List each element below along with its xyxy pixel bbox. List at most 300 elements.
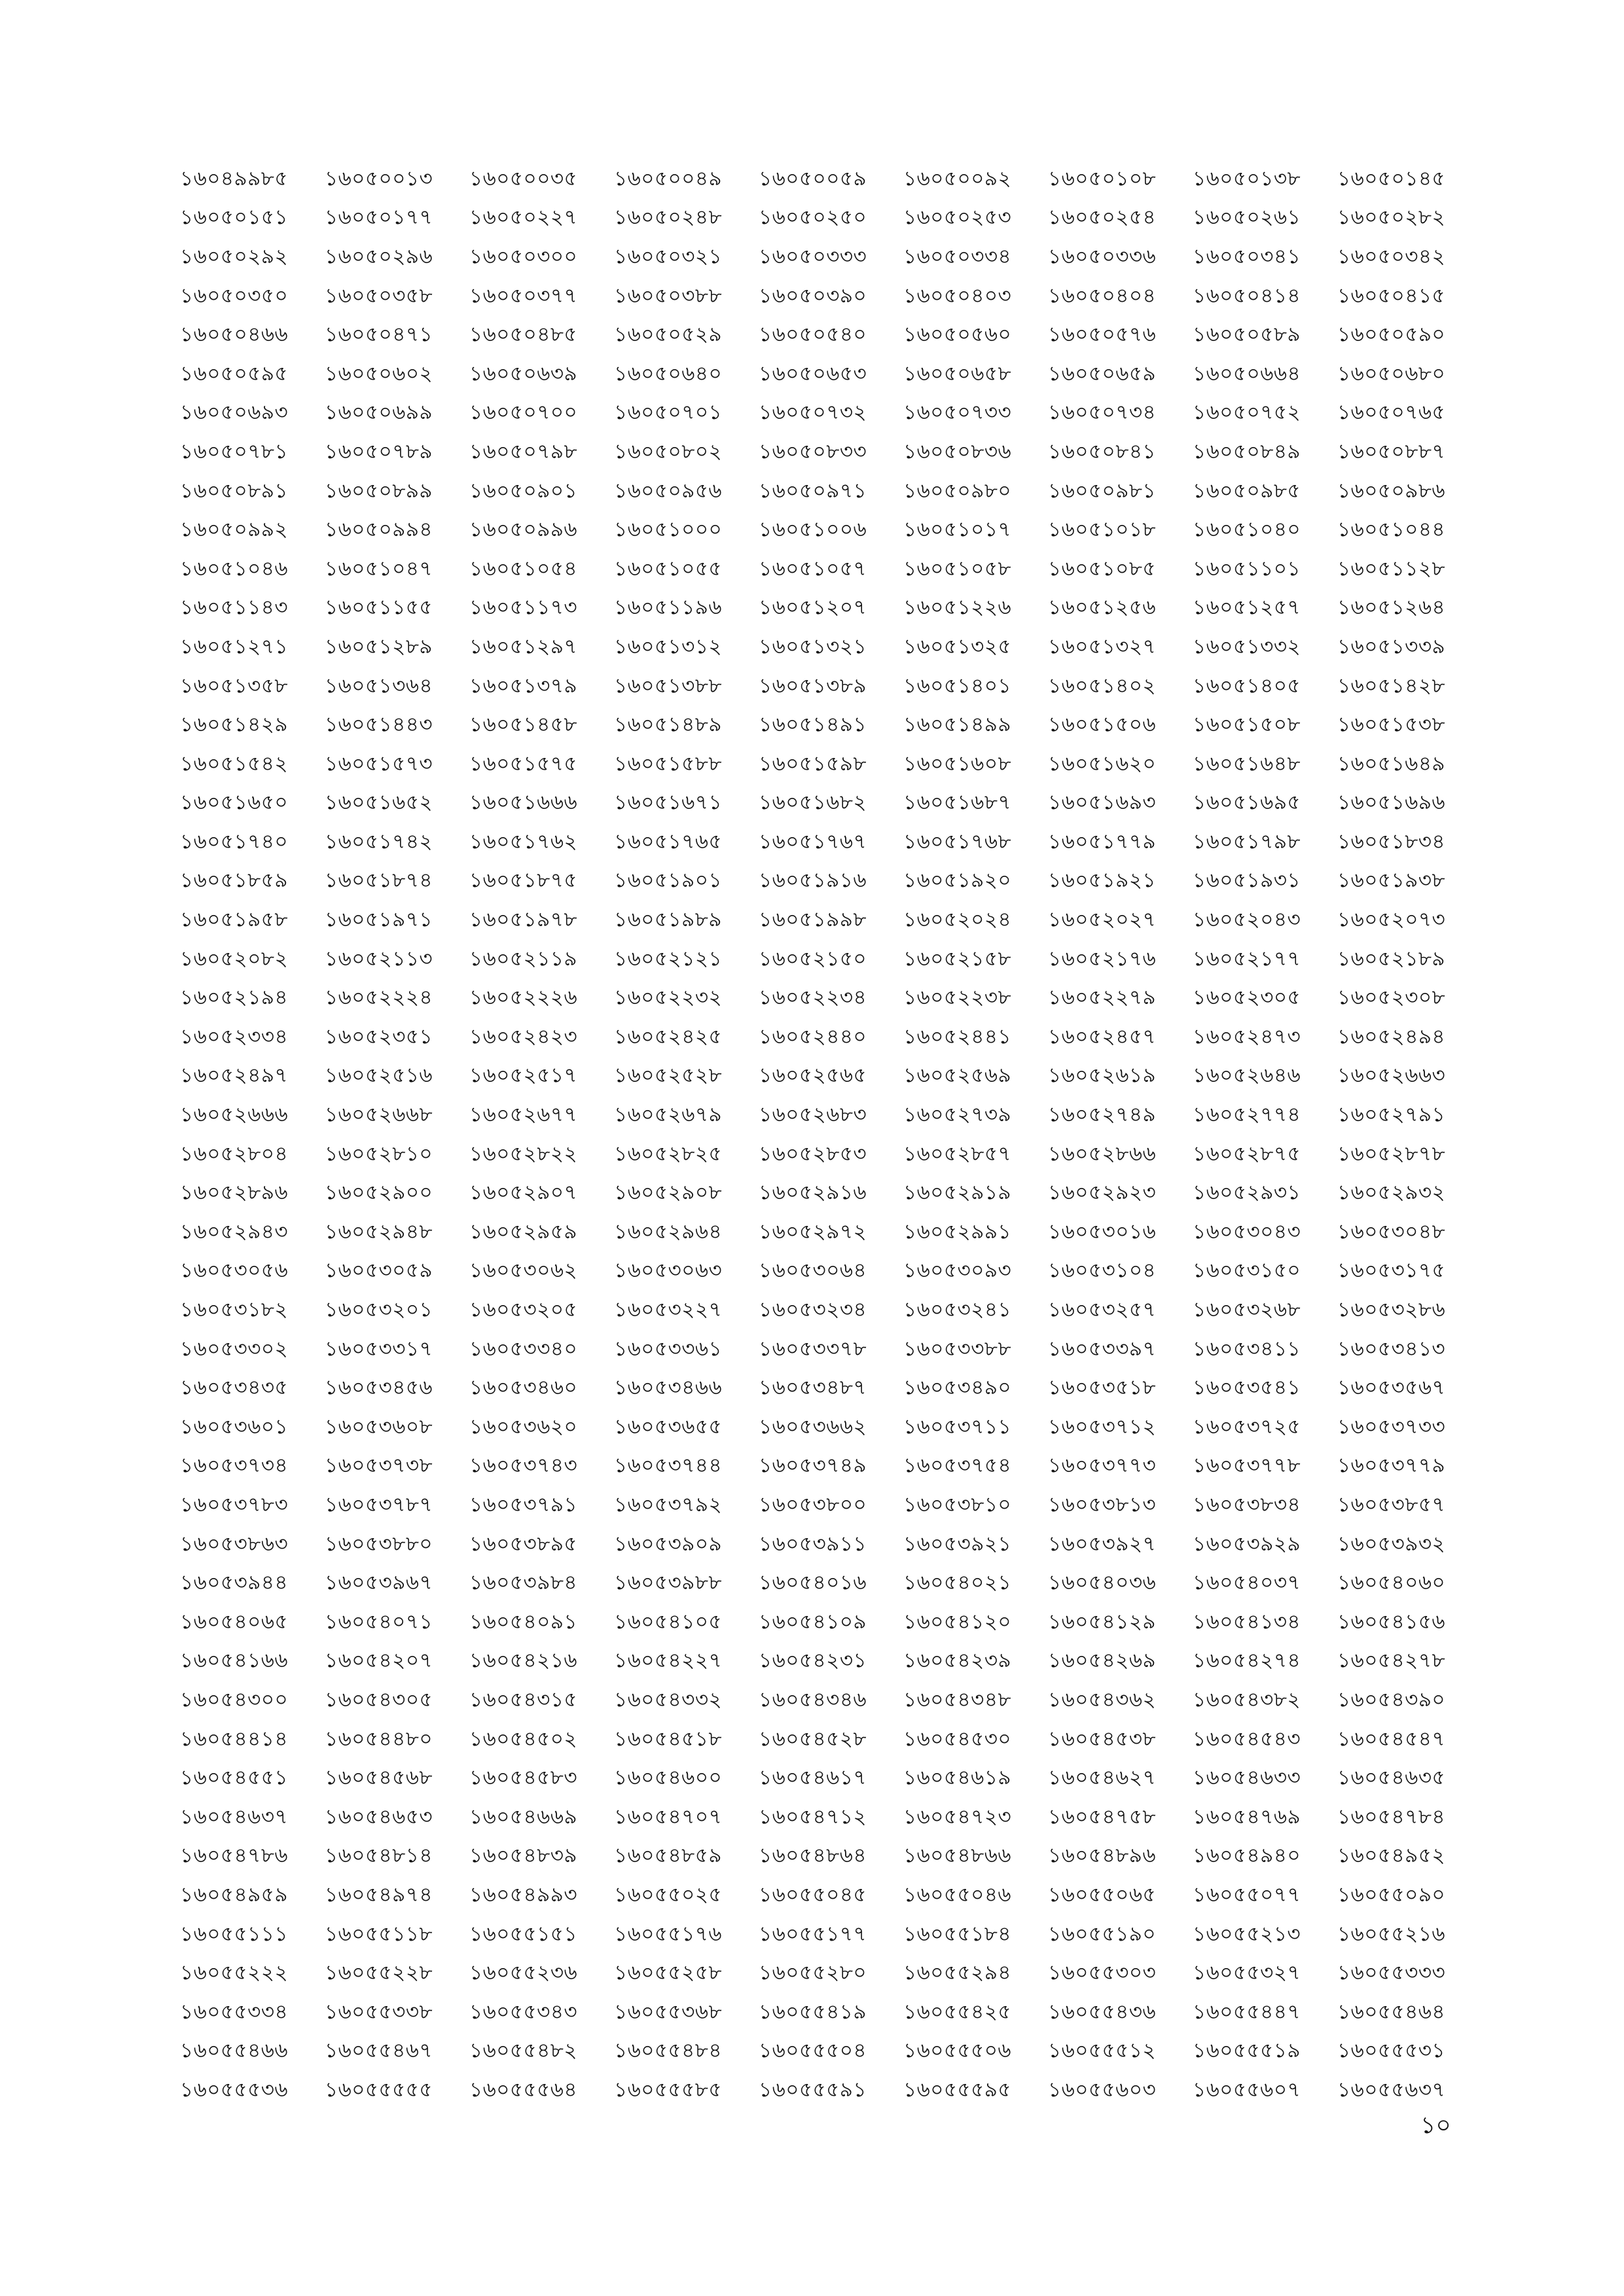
roll-number: ১৬০৫২১৭৬ <box>1048 946 1157 971</box>
roll-number: ১৬০৫৩২৫৭ <box>1048 1298 1157 1322</box>
roll-number: ১৬০৫২৯১৬ <box>759 1181 867 1205</box>
roll-number: ১৬০৫১১২৮ <box>1337 556 1446 581</box>
roll-number: ১৬০৫১৯৭১ <box>325 908 433 932</box>
roll-number: ১৬০৫১৯৩১ <box>1193 869 1301 893</box>
roll-number: ১৬০৫১৫৩৮ <box>1337 713 1446 737</box>
roll-number: ১৬০৫০৩৩৪ <box>903 244 1012 268</box>
roll-number: ১৬০৫০৫৪০ <box>759 323 867 347</box>
roll-number: ১৬০৫৩৮১০ <box>903 1492 1012 1516</box>
roll-number: ১৬০৫২৯০০ <box>325 1181 433 1205</box>
grid-row <box>180 1253 1489 1292</box>
roll-number: ১৬০৫৪৩১৫ <box>469 1687 578 1712</box>
roll-number: ১৬০৫৩২৩৪ <box>759 1298 867 1322</box>
roll-number-grid <box>180 160 1489 2111</box>
roll-number: ১৬০৫০৮৮৭ <box>1337 439 1446 463</box>
roll-number: ১৬০৫১৩২৫ <box>903 634 1012 658</box>
roll-number: ১৬০৫১৭৬৮ <box>903 829 1012 853</box>
grid-row <box>180 433 1489 473</box>
roll-number: ১৬০৫২৬১৯ <box>1048 1064 1157 1088</box>
roll-number: ১৬০৫৪৮৯৬ <box>1048 1844 1157 1868</box>
roll-number: ১৬০৫১৪৯১ <box>759 713 867 737</box>
roll-number: ১৬০৫৩৮৮০ <box>325 1532 433 1556</box>
grid-row <box>180 1018 1489 1058</box>
roll-number: ১৬০৫২১৫৮ <box>903 946 1012 971</box>
roll-number: ১৬০৫৩০৫৬ <box>180 1259 289 1283</box>
roll-number: ১৬০৫৫১১১ <box>180 1922 289 1946</box>
grid-row <box>180 1213 1489 1253</box>
roll-number: ১৬০৫১৩৭৯ <box>469 673 578 698</box>
grid-row <box>180 1916 1489 1955</box>
roll-number: ১৬০৫০৯৮৫ <box>1193 478 1301 503</box>
roll-number: ১৬০৫১৯৩৮ <box>1337 869 1446 893</box>
roll-number: ১৬০৫২৪২৩ <box>469 1024 578 1049</box>
roll-number: ১৬০৫৪৮৬৬ <box>903 1844 1012 1868</box>
roll-number: ১৬০৫৪৬৬৯ <box>469 1804 578 1829</box>
roll-number: ১৬০৫৩৭৩৪ <box>180 1454 289 1478</box>
roll-number: ১৬০৫১৯৭৮ <box>469 908 578 932</box>
roll-number: ১৬০৫৪৬৩৩ <box>1193 1766 1301 1790</box>
roll-number: ১৬০৫০৭৯৮ <box>469 439 578 463</box>
roll-number: ১৬০৫২৮২৫ <box>614 1141 723 1166</box>
roll-number: ১৬০৫১৪০১ <box>903 673 1012 698</box>
roll-number: ১৬০৫০৬৮০ <box>1337 361 1446 386</box>
roll-number: ১৬০৫৪৫৪৭ <box>1337 1727 1446 1751</box>
roll-number: ১৬০৫৩৪৮৭ <box>759 1376 867 1400</box>
roll-number: ১৬০৫৩০৫৯ <box>325 1259 433 1283</box>
roll-number: ১৬০৫৩১৮২ <box>180 1298 289 1322</box>
grid-row <box>180 550 1489 590</box>
roll-number: ১৬০৫২৮২২ <box>469 1141 578 1166</box>
roll-number: ১৬০৫৫৪৩৬ <box>1048 2000 1157 2024</box>
grid-row <box>180 1604 1489 1643</box>
grid-row <box>180 278 1489 317</box>
roll-number: ১৬০৫০২৫০ <box>759 206 867 230</box>
grid-row <box>180 511 1489 550</box>
roll-number: ১৬০৫২২২৬ <box>469 986 578 1010</box>
roll-number: ১৬০৫৫৩২৭ <box>1193 1961 1301 1985</box>
roll-number: ১৬০৫৪৭৮৪ <box>1337 1804 1446 1829</box>
roll-number: ১৬০৫৩৮০০ <box>759 1492 867 1516</box>
roll-number: ১৬০৫০০৫৯ <box>759 166 867 190</box>
roll-number: ১৬০৫৫৩৩৮ <box>325 2000 433 2024</box>
roll-number: ১৬০৫৫৬০৩ <box>1048 2077 1157 2102</box>
roll-number: ১৬০৫১০৫৪ <box>469 556 578 581</box>
roll-number: ১৬০৫১০০৬ <box>759 518 867 542</box>
roll-number: ১৬০৫২৯১৯ <box>903 1181 1012 1205</box>
roll-number: ১৬০৫২১৮৯ <box>1337 946 1446 971</box>
roll-number: ১৬০৫১৩৮৯ <box>759 673 867 698</box>
roll-number: ১৬০৫১৮৭৫ <box>469 869 578 893</box>
grid-row <box>180 160 1489 200</box>
roll-number: ১৬০৫৪১২৯ <box>1048 1609 1157 1634</box>
roll-number: ১৬০৫৪৬৫৩ <box>325 1804 433 1829</box>
roll-number: ১৬০৫১০৪৪ <box>1337 518 1446 542</box>
roll-number: ১৬০৫৫৩৩৪ <box>180 2000 289 2024</box>
roll-number: ১৬০৫৪৩৬২ <box>1048 1687 1157 1712</box>
roll-number: ১৬০৫৩৭৪৩ <box>469 1454 578 1478</box>
roll-number: ১৬০৫২৩০৫ <box>1193 986 1301 1010</box>
roll-number: ১৬০৫১৩৩২ <box>1193 634 1301 658</box>
roll-number: ১৬০৫০৬৫৩ <box>759 361 867 386</box>
roll-number: ১৬০৫২৪৭৩ <box>1193 1024 1301 1049</box>
grid-row <box>180 745 1489 785</box>
grid-row <box>180 1994 1489 2033</box>
roll-number: ১৬০৫৪১২০ <box>903 1609 1012 1634</box>
roll-number: ১৬০৫৫১৭৭ <box>759 1922 867 1946</box>
roll-number: ১৬০৫০৩৪২ <box>1337 244 1446 268</box>
roll-number: ১৬০৫৩৭৮৩ <box>180 1492 289 1516</box>
roll-number: ১৬০৫৪০৭১ <box>325 1609 433 1634</box>
roll-number: ১৬০৫০৩৫৮ <box>325 283 433 308</box>
roll-number: ১৬০৫৫২৯৪ <box>903 1961 1012 1985</box>
roll-number: ১৬০৫৩৯৮৮ <box>614 1571 723 1595</box>
roll-number: ১৬০৫০৯৯৬ <box>469 518 578 542</box>
roll-number: ১৬০৫০৩৮৮ <box>614 283 723 308</box>
roll-number: ১৬০৫২০৮২ <box>180 946 289 971</box>
roll-number: ১৬০৫৪২৩১ <box>759 1649 867 1673</box>
roll-number: ১৬০৫৫১১৮ <box>325 1922 433 1946</box>
roll-number: ১৬০৫৪১৩৪ <box>1193 1609 1301 1634</box>
roll-number: ১৬০৫২৪৯৪ <box>1337 1024 1446 1049</box>
grid-row <box>180 1369 1489 1408</box>
roll-number: ১৬০৫১৬৪৮ <box>1193 751 1301 776</box>
roll-number: ১৬০৫৩৯২৭ <box>1048 1532 1157 1556</box>
roll-number: ১৬০৫৫৪৮২ <box>469 2039 578 2063</box>
roll-number: ১৬০৫২৯৪৩ <box>180 1219 289 1244</box>
roll-number: ১৬০৫১৪৯৯ <box>903 713 1012 737</box>
roll-number: ১৬০৫৫৪৬৬ <box>180 2039 289 2063</box>
roll-number: ১৬০৫৩৭৮৭ <box>325 1492 433 1516</box>
roll-number: ১৬০৫২৬৬৬ <box>180 1103 289 1127</box>
roll-number: ১৬০৫১০৪৬ <box>180 556 289 581</box>
roll-number: ১৬০৫৩৪১৩ <box>1337 1336 1446 1361</box>
roll-number: ১৬০৫৩৬৫৫ <box>614 1414 723 1439</box>
roll-number: ১৬০৫৫৪১৯ <box>759 2000 867 2024</box>
roll-number: ১৬০৫৪৬০০ <box>614 1766 723 1790</box>
grid-row <box>180 901 1489 941</box>
roll-number: ১৬০৫২৭৭৪ <box>1193 1103 1301 1127</box>
roll-number: ১৬০৫৪৩৪৬ <box>759 1687 867 1712</box>
roll-number: ১৬০৫৫৫৮৫ <box>614 2077 723 2102</box>
roll-number: ১৬০৫৩৭৪৪ <box>614 1454 723 1478</box>
roll-number: ১৬০৫৩৯৪৪ <box>180 1571 289 1595</box>
roll-number: ১৬০৫৫০২৫ <box>614 1882 723 1907</box>
roll-number: ১৬০৫০৬৫৯ <box>1048 361 1157 386</box>
grid-row <box>180 1681 1489 1721</box>
roll-number: ১৬০৫৫২২২ <box>180 1961 289 1985</box>
roll-number: ১৬০৫৩৩৪০ <box>469 1336 578 1361</box>
roll-number: ১৬০৫৪৭২৩ <box>903 1804 1012 1829</box>
roll-number: ১৬০৫৩৫৪১ <box>1193 1376 1301 1400</box>
roll-number: ১৬০৫০১৪৫ <box>1337 166 1446 190</box>
roll-number: ১৬০৫১৮৫৯ <box>180 869 289 893</box>
grid-row <box>180 2072 1489 2111</box>
roll-number: ১৬০৫৫৫৩১ <box>1337 2039 1446 2063</box>
roll-number: ১৬০৫৪০২১ <box>903 1571 1012 1595</box>
roll-number: ১৬০৫৪৯৭৪ <box>325 1882 433 1907</box>
roll-number: ১৬০৫৩৯৩২ <box>1337 1532 1446 1556</box>
roll-number: ১৬০৫০৮৪৯ <box>1193 439 1301 463</box>
grid-row <box>180 785 1489 824</box>
roll-number: ১৬০৫৪৩৩২ <box>614 1687 723 1712</box>
roll-number: ১৬০৫৫৩০৩ <box>1048 1961 1157 1985</box>
grid-row <box>180 1721 1489 1760</box>
roll-number: ১৬০৫৩৭৭৮ <box>1193 1454 1301 1478</box>
roll-number: ১৬০৫৫০৯০ <box>1337 1882 1446 1907</box>
roll-number: ১৬০৫৪২২৭ <box>614 1649 723 1673</box>
roll-number: ১৬০৫১১০১ <box>1193 556 1301 581</box>
roll-number: ১৬০৫০৮০২ <box>614 439 723 463</box>
grid-row <box>180 1174 1489 1213</box>
roll-number: ১৬০৫১১৯৬ <box>614 596 723 620</box>
roll-number: ১৬০৫৫২২৮ <box>325 1961 433 1985</box>
roll-number: ১৬০৫৪৫৩০ <box>903 1727 1012 1751</box>
roll-number: ১৬০৫৩২০৫ <box>469 1298 578 1322</box>
roll-number: ১৬০৫১৯৫৮ <box>180 908 289 932</box>
roll-number: ১৬০৫১০৫৭ <box>759 556 867 581</box>
roll-number: ১৬০৪৯৯৮৫ <box>180 166 289 190</box>
roll-number: ১৬০৫৪৭৫৮ <box>1048 1804 1157 1829</box>
roll-number: ১৬০৫২৮৬৬ <box>1048 1141 1157 1166</box>
roll-number: ১৬০৫১৬৪৯ <box>1337 751 1446 776</box>
roll-number: ১৬০৫১০৫৮ <box>903 556 1012 581</box>
roll-number: ১৬০৫৫২১৩ <box>1193 1922 1301 1946</box>
roll-number: ১৬০৫২৮০৪ <box>180 1141 289 1166</box>
roll-number: ১৬০৫২৯০৭ <box>469 1181 578 1205</box>
roll-number: ১৬০৫২৯৬৪ <box>614 1219 723 1244</box>
roll-number: ১৬০৫৪৭১২ <box>759 1804 867 1829</box>
roll-number: ১৬০৫১১৭৩ <box>469 596 578 620</box>
roll-number: ১৬০৫৪২৬৯ <box>1048 1649 1157 1673</box>
roll-number: ১৬০৫২৮১০ <box>325 1141 433 1166</box>
roll-number: ১৬০৫৩৩৮৮ <box>903 1336 1012 1361</box>
roll-number: ১৬০৫২২২৪ <box>325 986 433 1010</box>
roll-number: ১৬০৫৩৫৬৭ <box>1337 1376 1446 1400</box>
roll-number: ১৬০৫১৯২১ <box>1048 869 1157 893</box>
grid-row <box>180 1643 1489 1682</box>
roll-number: ১৬০৫১৫৭৫ <box>469 751 578 776</box>
roll-number: ১৬০৫৩৯০৯ <box>614 1532 723 1556</box>
roll-number: ১৬০৫১৫০৬ <box>1048 713 1157 737</box>
roll-number: ১৬০৫৪১৫৬ <box>1337 1609 1446 1634</box>
grid-row <box>180 628 1489 668</box>
roll-number: ১৬০৫১০১৭ <box>903 518 1012 542</box>
roll-number: ১৬০৫০৩৭৭ <box>469 283 578 308</box>
roll-number: ১৬০৫২৫১৬ <box>325 1064 433 1088</box>
roll-number: ১৬০৫১৬৯৫ <box>1193 791 1301 815</box>
roll-number: ১৬০৫১৬৭১ <box>614 791 723 815</box>
roll-number: ১৬০৫৪৫৪৩ <box>1193 1727 1301 1751</box>
roll-number: ১৬০৫৪৭৮৬ <box>180 1844 289 1868</box>
roll-number: ১৬০৫০৯০১ <box>469 478 578 503</box>
roll-number: ১৬০৫০২৫৪ <box>1048 206 1157 230</box>
roll-number: ১৬০৫০৩৪১ <box>1193 244 1301 268</box>
roll-number: ১৬০৫৪৬১৭ <box>759 1766 867 1790</box>
roll-number: ১৬০৫২৯৩১ <box>1193 1181 1301 1205</box>
roll-number: ১৬০৫০৩২১ <box>614 244 723 268</box>
roll-number: ১৬০৫৩৬০১ <box>180 1414 289 1439</box>
roll-number: ১৬০৫৪৩৯০ <box>1337 1687 1446 1712</box>
grid-row <box>180 355 1489 395</box>
roll-number: ১৬০৫০৬৯৩ <box>180 401 289 425</box>
page-number: ১০ <box>1420 2112 1451 2139</box>
grid-row <box>180 238 1489 278</box>
roll-number: ১৬০৫৩৩০২ <box>180 1336 289 1361</box>
roll-number: ১৬০৫৪১৬৬ <box>180 1649 289 1673</box>
grid-row <box>180 1486 1489 1526</box>
roll-number: ১৬০৫২৫৬৯ <box>903 1064 1012 1088</box>
roll-number: ১৬০৫৩৭৪৯ <box>759 1454 867 1478</box>
roll-number: ১৬০৫১২২৬ <box>903 596 1012 620</box>
roll-number: ১৬০৫০৯৮১ <box>1048 478 1157 503</box>
roll-number: ১৬০৫৩১০৪ <box>1048 1259 1157 1283</box>
roll-number: ১৬০৫১২৫৭ <box>1193 596 1301 620</box>
roll-number: ১৬০৫১৩২৭ <box>1048 634 1157 658</box>
roll-number: ১৬০৫২৬৭৭ <box>469 1103 578 1127</box>
roll-number: ১৬০৫৩৯২৯ <box>1193 1532 1301 1556</box>
roll-number: ১৬০৫৩৬২০ <box>469 1414 578 1439</box>
roll-number: ১৬০৫৪৪১৪ <box>180 1727 289 1751</box>
roll-number: ১৬০৫০০৯২ <box>903 166 1012 190</box>
roll-number: ১৬০৫৫৪৬৪ <box>1337 2000 1446 2024</box>
roll-number: ১৬০৫৩০১৬ <box>1048 1219 1157 1244</box>
roll-number: ১৬০৫৩৪৬৬ <box>614 1376 723 1400</box>
roll-number: ১৬০৫০৫২৯ <box>614 323 723 347</box>
roll-number: ১৬০৫৩০৬২ <box>469 1259 578 1283</box>
roll-number: ১৬০৫১৯১৬ <box>759 869 867 893</box>
roll-number: ১৬০৫০২৪৮ <box>614 206 723 230</box>
roll-number: ১৬০৫০৪১৫ <box>1337 283 1446 308</box>
roll-number: ১৬০৫০৫৯৫ <box>180 361 289 386</box>
roll-number: ১৬০৫৫৬৩৭ <box>1337 2077 1446 2102</box>
roll-number: ১৬০৫৩০৪৩ <box>1193 1219 1301 1244</box>
grid-row <box>180 1564 1489 1604</box>
roll-number: ১৬০৫৪৫২৮ <box>759 1727 867 1751</box>
roll-number: ১৬০৫২৫১৭ <box>469 1064 578 1088</box>
roll-number: ১৬০৫১৬৬৬ <box>469 791 578 815</box>
roll-number: ১৬০৫৫৫১৯ <box>1193 2039 1301 2063</box>
roll-number: ১৬০৫০৮৪১ <box>1048 439 1157 463</box>
roll-number: ১৬০৫৫৫৫৫ <box>325 2077 433 2102</box>
roll-number: ১৬০৫০৪৮৫ <box>469 323 578 347</box>
roll-number: ১৬০৫১২৫৬ <box>1048 596 1157 620</box>
roll-number: ১৬০৫৩৪১১ <box>1193 1336 1301 1361</box>
roll-number: ১৬০৫০৪০৩ <box>903 283 1012 308</box>
roll-number: ১৬০৫৩৯২১ <box>903 1532 1012 1556</box>
roll-number: ১৬০৫৪৫০২ <box>469 1727 578 1751</box>
roll-number: ১৬০৫২৬৪৬ <box>1193 1064 1301 1088</box>
roll-number: ১৬০৫০৭৮৯ <box>325 439 433 463</box>
roll-number: ১৬০৫২৭৩৯ <box>903 1103 1012 1127</box>
roll-number: ১৬০৫২৬৭৯ <box>614 1103 723 1127</box>
roll-number: ১৬০৫০৫৬০ <box>903 323 1012 347</box>
roll-number: ১৬০৫২৩৩৪ <box>180 1024 289 1049</box>
roll-number: ১৬০৫৫১৮৪ <box>903 1922 1012 1946</box>
roll-number: ১৬০৫৩৭৫৪ <box>903 1454 1012 1478</box>
roll-number: ১৬০৫০০৩৫ <box>469 166 578 190</box>
grid-row <box>180 1526 1489 1565</box>
roll-number: ১৬০৫৪৫৮৩ <box>469 1766 578 1790</box>
roll-number: ১৬০৫১৪২৮ <box>1337 673 1446 698</box>
roll-number: ১৬০৫২১৭৭ <box>1193 946 1301 971</box>
roll-number: ১৬০৫১৭৪০ <box>180 829 289 853</box>
roll-number: ১৬০৫৩৮৬৩ <box>180 1532 289 1556</box>
roll-number: ১৬০৫৪৩৮২ <box>1193 1687 1301 1712</box>
roll-number: ১৬০৫০৬০২ <box>325 361 433 386</box>
roll-number: ১৬০৫৪৬৩৫ <box>1337 1766 1446 1790</box>
roll-number: ১৬০৫৩৯৬৭ <box>325 1571 433 1595</box>
roll-number: ১৬০৫২৪২৫ <box>614 1024 723 1049</box>
roll-number: ১৬০৫৩৬০৮ <box>325 1414 433 1439</box>
roll-number: ১৬০৫০২৯৬ <box>325 244 433 268</box>
roll-number: ১৬০৫০১৭৭ <box>325 206 433 230</box>
roll-number: ১৬০৫৪৫১৮ <box>614 1727 723 1751</box>
roll-number: ১৬০৫৫৫১২ <box>1048 2039 1157 2063</box>
roll-number: ১৬০৫০৭৬৫ <box>1337 401 1446 425</box>
roll-number: ১৬০৫১৬৮২ <box>759 791 867 815</box>
roll-number: ১৬০৫১৯৮৯ <box>614 908 723 932</box>
roll-number: ১৬০৫৫৬০৭ <box>1193 2077 1301 2102</box>
roll-number: ১৬০৫৩৩৬১ <box>614 1336 723 1361</box>
roll-number: ১৬০৫২৯৪৮ <box>325 1219 433 1244</box>
roll-number: ১৬০৫০৫৯০ <box>1337 323 1446 347</box>
roll-number: ১৬০৫১৯২০ <box>903 869 1012 893</box>
roll-number: ১৬০৫২৬৬৮ <box>325 1103 433 1127</box>
roll-number: ১৬০৫২৮৫৭ <box>903 1141 1012 1166</box>
roll-number: ১৬০৫১৭৭৯ <box>1048 829 1157 853</box>
roll-number: ১৬০৫১৯৯৮ <box>759 908 867 932</box>
roll-number: ১৬০৫৩৭৯১ <box>469 1492 578 1516</box>
grid-row <box>180 706 1489 745</box>
roll-number: ১৬০৫৩৩১৭ <box>325 1336 433 1361</box>
grid-row <box>180 1136 1489 1175</box>
roll-number: ১৬০৫০৮৩৬ <box>903 439 1012 463</box>
grid-row <box>180 1291 1489 1331</box>
roll-number: ১৬০৫০৬৩৯ <box>469 361 578 386</box>
roll-number: ১৬০৫৩৩৯৭ <box>1048 1336 1157 1361</box>
roll-number: ১৬০৫০৯৭১ <box>759 478 867 503</box>
roll-number: ১৬০৫২৭৪৯ <box>1048 1103 1157 1127</box>
roll-number: ১৬০৫১৪৫৮ <box>469 713 578 737</box>
grid-row <box>180 863 1489 902</box>
grid-row <box>180 316 1489 355</box>
roll-number: ১৬০৫১৫০৮ <box>1193 713 1301 737</box>
roll-number: ১৬০৫২৪৪১ <box>903 1024 1012 1049</box>
roll-number: ১৬০৫১৬৯৩ <box>1048 791 1157 815</box>
roll-number: ১৬০৫১২৯৭ <box>469 634 578 658</box>
roll-number: ১৬০৫৩৪৩৫ <box>180 1376 289 1400</box>
roll-number: ১৬০৫৪০১৬ <box>759 1571 867 1595</box>
grid-row <box>180 668 1489 707</box>
roll-number: ১৬০৫৩৭৩৮ <box>325 1454 433 1478</box>
roll-number: ১৬০৫১০১৮ <box>1048 518 1157 542</box>
roll-number: ১৬০৫০৩০০ <box>469 244 578 268</box>
roll-number: ১৬০৫১৬৫০ <box>180 791 289 815</box>
roll-number: ১৬০৫১৪৪৩ <box>325 713 433 737</box>
roll-number: ১৬০৫২৮৫৩ <box>759 1141 867 1166</box>
roll-number: ১৬০৫২১৫০ <box>759 946 867 971</box>
roll-number: ১৬০৫৫২১৬ <box>1337 1922 1446 1946</box>
roll-number: ১৬০৫১৫৭৩ <box>325 751 433 776</box>
roll-number: ১৬০৫০২৯২ <box>180 244 289 268</box>
roll-number: ১৬০৫৫৩৩৩ <box>1337 1961 1446 1985</box>
roll-number: ১৬০৫০৭০০ <box>469 401 578 425</box>
roll-number: ১৬০৫০৭৩৪ <box>1048 401 1157 425</box>
roll-number: ১৬০৫৪২৩৯ <box>903 1649 1012 1673</box>
roll-number: ১৬০৫৫৫৯১ <box>759 2077 867 2102</box>
roll-number: ১৬০৫১৫৮৮ <box>614 751 723 776</box>
roll-number: ১৬০৫১৩২১ <box>759 634 867 658</box>
